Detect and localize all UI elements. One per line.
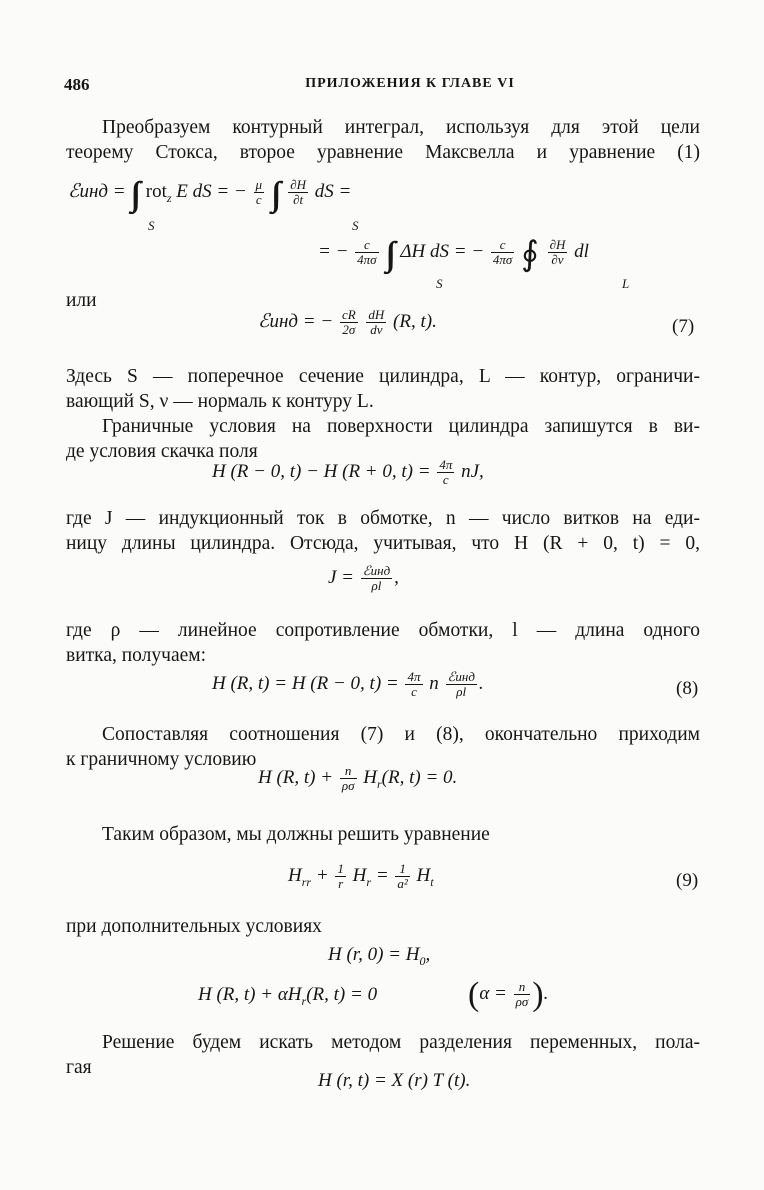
eq8-n: n <box>429 672 439 694</box>
bc-left: H (R, t) + <box>258 766 334 788</box>
paragraph-2 <box>66 364 700 414</box>
alpha-tail: . <box>543 983 549 1004</box>
init-tail: , <box>425 944 431 965</box>
frac-den: 2σ <box>342 322 356 337</box>
alpha-eq: α = <box>479 983 507 1004</box>
text-line: Решение будем искать методом разделения переменных, пола- <box>102 1032 700 1053</box>
sub-rr: rr <box>301 874 312 889</box>
paragraph-5 <box>66 618 700 668</box>
fraction-c-4pisigma <box>491 238 514 267</box>
text-line: гая <box>66 1057 92 1078</box>
equation-number-9: (9) <box>676 870 699 891</box>
frac-den: c <box>255 192 262 208</box>
frac-den: r <box>338 876 344 891</box>
equation-j <box>328 564 399 593</box>
fraction-mu-c <box>254 178 265 207</box>
text-line: ницу длины цилиндра. Отсюда, учитывая, что H (R + 0, t) = 0, <box>66 533 700 554</box>
frac-num: cR <box>341 307 356 322</box>
frac-num: 1 <box>395 862 409 877</box>
frac-den: 4πσ <box>357 252 377 268</box>
frac-num: μ <box>255 177 263 193</box>
h: H <box>416 864 431 886</box>
equation-number-7: (7) <box>672 316 695 337</box>
text-line: де условия скачка поля <box>66 441 258 462</box>
paragraph-8 <box>66 914 322 939</box>
paragraph-1 <box>66 115 700 165</box>
bc2-left: H (R, t) + αH <box>198 984 302 1005</box>
paragraph-3 <box>66 414 700 464</box>
eq7-args: (R, t). <box>393 310 437 332</box>
text-line: вающий S, ν — нормаль к контуру L. <box>66 391 374 412</box>
bc2-sub: r <box>301 994 307 1008</box>
sub-r: r <box>366 874 372 889</box>
jump-right: nJ, <box>461 460 484 482</box>
frac-den: ∂t <box>293 192 304 208</box>
paren-open-icon: ( <box>468 976 480 1013</box>
h: H <box>288 864 302 886</box>
double-integral-icon: ∫∫ <box>130 176 134 213</box>
frac-num: ℰинд <box>362 563 391 578</box>
fraction-emf-rhol <box>446 670 477 699</box>
frac-num: 4π <box>407 669 421 684</box>
equation-alpha-definition <box>468 976 548 1014</box>
minus: = − <box>318 241 349 262</box>
frac-num: 1 <box>337 861 344 876</box>
fraction-1-r <box>335 862 346 891</box>
fraction-1-a2 <box>395 862 409 891</box>
running-title: ПРИЛОЖЕНИЯ К ГЛАВЕ VI <box>305 76 515 91</box>
frac-den: ρσ <box>515 994 529 1010</box>
frac-den: ρl <box>371 578 382 593</box>
eq8-tail: . <box>478 672 484 694</box>
equation-boundary <box>258 764 457 793</box>
equation-emf-line-1 <box>68 176 351 214</box>
j-tail: , <box>394 566 399 588</box>
fraction-cR-2sigma <box>340 308 358 337</box>
or-word: или <box>66 290 97 311</box>
frac-den: ρσ <box>341 778 355 793</box>
equation-emf-line-2 <box>318 234 589 274</box>
fraction-emf-rhol <box>361 564 392 593</box>
eq8-left: H (R, t) = H (R − 0, t) = <box>212 672 399 694</box>
text-line: где ρ — линейное сопротивление обмотки, l — длина одного <box>66 620 700 641</box>
frac-num: c <box>355 238 378 253</box>
integral-limit-s: S <box>148 218 155 233</box>
sub-t: t <box>430 874 434 889</box>
frac-num: ∂H <box>290 177 307 193</box>
text-line: Преобразуем контурный интеграл, используя для этой цели <box>102 117 700 138</box>
h: H <box>352 864 367 886</box>
integral-limit-l: L <box>622 276 630 291</box>
text-line: к граничному условию <box>66 749 257 770</box>
equation-boundary-alpha <box>198 984 377 1009</box>
bc-sub: r <box>376 776 382 791</box>
double-integral-icon: ∫∫ <box>270 176 274 213</box>
frac-num: dH <box>368 307 385 322</box>
double-integral-icon: ∫∫ <box>385 236 388 273</box>
bc-rest: (R, t) = 0. <box>381 766 458 788</box>
text-line: где J — индукционный ток в обмотке, n — число витков на еди- <box>66 508 700 529</box>
bc2-rest: (R, t) = 0 <box>306 984 378 1005</box>
frac-num: n <box>340 764 357 779</box>
frac-den: a² <box>397 876 408 891</box>
text-line: теорему Стокса, второе уравнение Максвелла и уравнение (1) <box>66 142 700 163</box>
equals: = <box>371 864 389 886</box>
frac-num: c <box>491 238 514 253</box>
fraction-c-4pisigma <box>355 238 378 267</box>
integral-limit-s: S <box>352 218 359 233</box>
equation-separation: H (r, t) = X (r) T (t). <box>318 1070 471 1091</box>
fraction-4pi-c <box>437 458 454 487</box>
equation-9 <box>288 862 434 891</box>
frac-den: ρl <box>456 684 467 699</box>
delta-term: ΔH dS = − <box>400 241 485 262</box>
text-line: Граничные условия на поверхности цилиндра запишутся в ви- <box>102 416 700 437</box>
fraction-n-rhosigma <box>514 980 531 1009</box>
frac-num: ℰинд <box>447 669 475 684</box>
j-lhs: J = <box>328 566 355 588</box>
text-line: Здесь S — поперечное сечение цилиндра, L — контур, ограничи- <box>66 366 700 387</box>
contour-integral-icon: ∮ <box>521 236 539 273</box>
init-text: H (r, 0) = H <box>328 944 420 965</box>
init-sub: 0 <box>419 954 426 968</box>
fraction-n-rhosigma <box>340 764 357 793</box>
dl: dl <box>574 241 589 262</box>
fraction-dH-dnu <box>366 308 386 337</box>
frac-num: 4π <box>439 457 453 472</box>
frac-den: c <box>411 684 417 699</box>
ds-eq: dS = <box>314 181 352 202</box>
eq7-lhs: ℰинд = − <box>258 310 334 332</box>
page-number: 486 <box>64 75 90 94</box>
fraction-4pi-c <box>405 670 422 699</box>
fraction-dH-dnu <box>548 238 568 267</box>
text-line: Сопоставляя соотношения (7) и (8), окончательно приходим <box>102 724 700 745</box>
equation-number-8: (8) <box>676 678 699 699</box>
text-line: при дополнительных условиях <box>66 916 322 937</box>
rot-term: rot <box>145 181 167 202</box>
frac-den: dν <box>370 322 383 337</box>
paragraph-7 <box>102 822 490 847</box>
frac-num: n <box>514 980 531 995</box>
text-line: витка, получаем: <box>66 645 207 666</box>
frac-den: c <box>442 472 449 487</box>
frac-num: ∂H <box>549 237 566 253</box>
frac-den: ∂ν <box>551 252 564 268</box>
plus: + <box>311 864 329 886</box>
paren-close-icon: ) <box>532 976 544 1013</box>
paragraph-4 <box>66 506 700 556</box>
frac-den: 4πσ <box>492 252 513 268</box>
emf-lhs: ℰинд = <box>68 181 126 202</box>
text-line: Таким образом, мы должны решить уравнение <box>102 824 490 845</box>
equation-initial <box>328 944 430 969</box>
bc-h: H <box>363 766 377 788</box>
rot-rest: E dS = − <box>176 181 247 202</box>
integral-limit-s: S <box>436 276 443 291</box>
fraction-dH-dt <box>288 178 308 207</box>
jump-left: H (R − 0, t) − H (R + 0, t) = <box>212 460 431 482</box>
equation-8 <box>212 670 484 699</box>
equation-jump <box>212 458 484 487</box>
equation-7 <box>258 308 437 337</box>
rot-sub: z <box>166 191 172 205</box>
